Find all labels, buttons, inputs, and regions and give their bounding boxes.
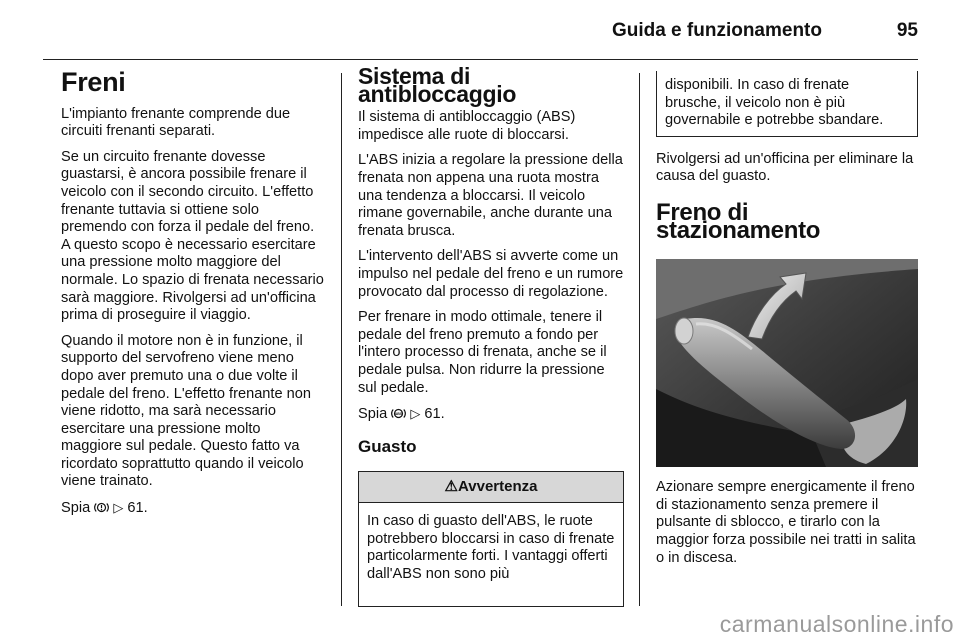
- paragraph: L'intervento dell'ABS si avverte come un impulso nel pedale del freno e un rumore provocato dal processo di regolazione.: [358, 248, 624, 300]
- spia-label: Spia: [61, 500, 91, 517]
- subheading-guasto: Guasto: [358, 436, 417, 456]
- paragraph: Il sistema di antibloccaggio (ABS) impedisce alle ruote di bloccarsi.: [358, 109, 576, 143]
- column-divider: [341, 73, 342, 606]
- warning-text: In caso di guasto dell'ABS, le ruote potrebbero bloccarsi in caso di frenate particolarmente forti. I vantaggi offerti dall'ABS non sono più: [367, 513, 615, 583]
- section-title: Guida e funzionamento: [611, 20, 822, 41]
- column-abs: [358, 63, 624, 607]
- paragraph: Per frenare in modo ottimale, tenere il pedale del freno premuto a fondo per l'intero processo di frenata, anche se il pedale pulsa. Non ridurre la pressione sul pedale.: [358, 309, 607, 396]
- abs-warning-icon: [391, 405, 406, 423]
- header-divider: [43, 59, 918, 60]
- page-ref-arrow-icon: ▷: [410, 406, 421, 422]
- column-freno-stazionamento: [656, 68, 918, 575]
- paragraph: Quando il motore non è in funzione, il supporto del servofreno viene meno dopo aver premuto una o due volte il pedale del freno. L'effetto frenante non viene ridotto, ma sarà necessario esercitare una pressione molto maggiore sul pedale. Questo fatto va ricordato soprattutto quando il veicolo viene trainato.: [61, 332, 311, 490]
- page-number: 95: [896, 20, 918, 41]
- warning-box-continued: disponibili. In caso di frenate brusche, il veicolo non è più governabile e potrebbe sbandare.: [656, 71, 918, 137]
- heading-freno-stazionamento: Freno di stazionamento: [656, 198, 821, 244]
- paragraph: L'impianto frenante comprende due circuiti frenanti separati.: [61, 105, 291, 140]
- watermark: carmanualsonline.info: [719, 611, 954, 637]
- paragraph: Rivolgersi ad un'officina per eliminare la causa del guasto.: [656, 150, 914, 185]
- heading-freni: Freni: [61, 67, 126, 97]
- spia-reference: [358, 405, 624, 424]
- heading-abs: Sistema di antibloccaggio: [358, 63, 517, 107]
- spia-reference: [61, 499, 325, 518]
- warning-triangle-icon: ⚠: [444, 478, 458, 496]
- paragraph: Se un circuito frenante dovesse guastarsi, è ancora possibile frenare il veicolo con il secondo circuito. L'effetto frenante tuttavia si ottiene solo premendo con forza il pedale del freno. A questo scopo è necessario esercitare una pressione molto maggiore del normale. Lo spazio di frenata necessario sarà maggiore. Rivolgersi ad un'officina prima di proseguire il viaggio.: [61, 148, 324, 324]
- spia-page-ref: 61.: [127, 500, 148, 517]
- warning-header: [359, 472, 623, 503]
- column-divider: [639, 73, 640, 606]
- spia-page-ref: 61.: [424, 406, 445, 423]
- page-ref-arrow-icon: ▷: [113, 500, 124, 516]
- svg-text:ABS: ABS: [394, 412, 403, 417]
- warning-title: Avvertenza: [457, 478, 538, 496]
- spia-label: Spia: [358, 406, 388, 423]
- brake-warning-icon: [94, 499, 109, 517]
- paragraph: L'ABS inizia a regolare la pressione della frenata non appena una ruota mostra una tendenza a bloccarsi. Il veicolo rimane governabile, anche durante una frenata brusca.: [358, 152, 623, 239]
- column-freni: [61, 68, 325, 526]
- paragraph: Azionare sempre energicamente il freno di stazionamento senza premere il pulsante di sblocco, e tirarlo con la maggior forza possibile nei tratti in salita o in discesa.: [656, 479, 916, 566]
- warning-box: [358, 471, 624, 607]
- parking-brake-lever-photo: [656, 259, 918, 467]
- page-header: [0, 14, 918, 54]
